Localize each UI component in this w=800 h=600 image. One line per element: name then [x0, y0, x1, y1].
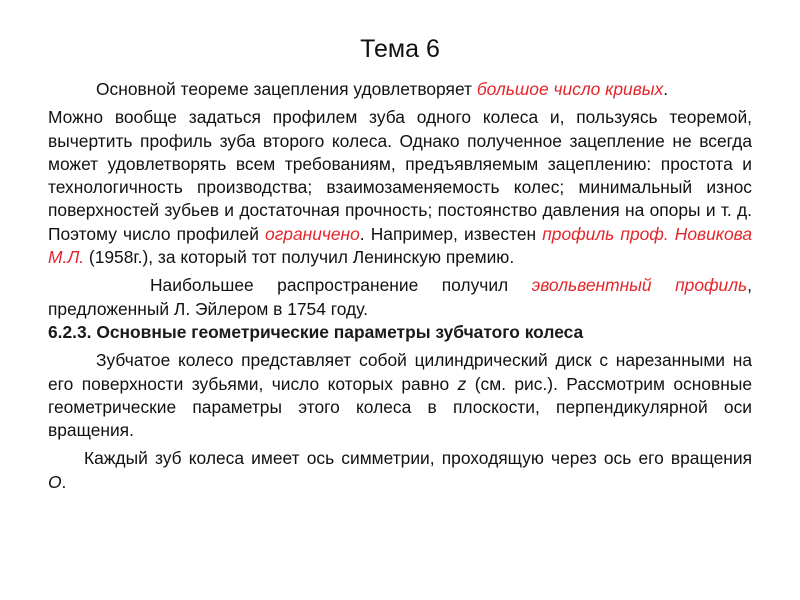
- text-segment: .: [663, 79, 669, 99]
- highlight-text: профиль проф. Новикова М.Л.: [48, 223, 752, 268]
- text-segment: Основной теореме зацепления удовлетворяет: [96, 79, 477, 99]
- text-segment: .: [61, 471, 67, 492]
- paragraph-gearing-theorem: [48, 78, 752, 101]
- text-segment: Каждый зуб колеса имеет ось симметрии, проходящую через ось его вращения: [84, 448, 752, 469]
- highlight-text: эвольвентный профиль: [531, 275, 748, 296]
- paragraph-tooth-profiles: [48, 106, 752, 269]
- highlight-text: ограничено: [265, 223, 360, 244]
- variable-z: z: [457, 373, 467, 394]
- variable-o: О: [48, 471, 62, 492]
- text-segment: Можно вообще задаться профилем зуба одного колеса и, пользуясь теоремой, вычертить профиль зуба второго колеса. Однако полученное зацепление не всегда может удовлетворять всем требованиям, предъявляемым зацеплению: простота и технологичность производства; взаимозаменяемость колес; минимальный износ поверхностей зубьев и достаточная прочность; постоянство давления на опоры и т. д. Поэтому число профилей: [48, 107, 752, 244]
- text-segment: . Например, известен: [359, 223, 543, 244]
- paragraph-gear-wheel: [48, 349, 752, 442]
- slide-title: Тема 6: [360, 35, 440, 63]
- text-segment: Наибольшее распространение получил: [150, 275, 532, 296]
- paragraph-involute-profile: [48, 274, 752, 321]
- text-segment: (1958г.), за который тот получил Ленинскую премию.: [84, 247, 515, 268]
- text-segment: , предложенный Л. Эйлером в 1754 году.: [48, 275, 752, 319]
- text-segment: (см. рис.). Рассмотрим основные геометрические параметры этого колеса в плоскости, перпендикулярной оси вращения.: [48, 373, 752, 441]
- slide-body: [48, 78, 752, 494]
- highlight-text: большое число кривых: [476, 79, 664, 99]
- text-segment: Зубчатое колесо представляет собой цилиндрический диск с нарезанными на его поверхности зубьями, число которых равно: [48, 350, 752, 394]
- paragraph-symmetry-axis: [48, 447, 752, 494]
- section-subheading: 6.2.3. Основные геометрические параметры зубчатого колеса: [48, 321, 584, 342]
